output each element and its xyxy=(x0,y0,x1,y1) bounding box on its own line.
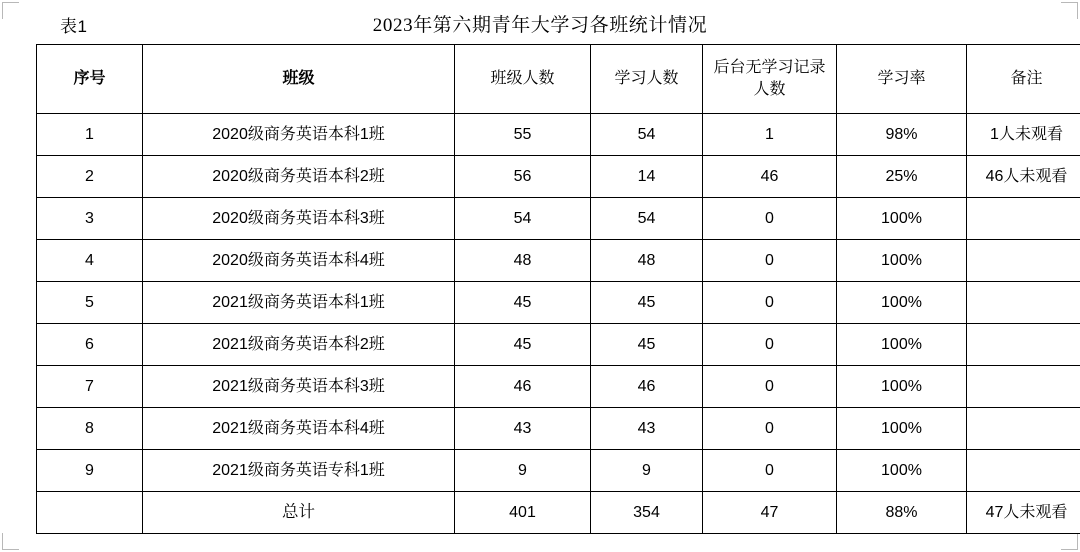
cell-seq: 5 xyxy=(37,282,143,324)
statistics-table xyxy=(36,44,1080,534)
cell-no-record-count: 46 xyxy=(703,156,837,198)
cell-seq: 7 xyxy=(37,366,143,408)
cell-class-count: 56 xyxy=(455,156,591,198)
cell-rate: 100% xyxy=(837,408,967,450)
table-row xyxy=(37,324,1080,366)
cell-seq: 9 xyxy=(37,450,143,492)
cell-class: 2021级商务英语本科1班 xyxy=(143,282,455,324)
column-header-no-record-count xyxy=(703,45,837,114)
cell-study-count: 46 xyxy=(591,366,703,408)
cell-seq xyxy=(37,492,143,534)
table-row xyxy=(37,450,1080,492)
cell-study-count: 43 xyxy=(591,408,703,450)
cell-seq: 8 xyxy=(37,408,143,450)
table-number-label: 表1 xyxy=(60,17,88,36)
cell-class: 2021级商务英语本科3班 xyxy=(143,366,455,408)
cell-class: 2021级商务英语本科2班 xyxy=(143,324,455,366)
cell-no-record-count: 1 xyxy=(703,114,837,156)
cell-study-count: 9 xyxy=(591,450,703,492)
cell-note xyxy=(967,408,1080,450)
cell-study-count: 54 xyxy=(591,198,703,240)
cell-class-count: 45 xyxy=(455,324,591,366)
cell-no-record-count: 0 xyxy=(703,408,837,450)
cell-rate: 100% xyxy=(837,240,967,282)
cell-total-class-count: 401 xyxy=(455,492,591,534)
cell-no-record-count: 0 xyxy=(703,282,837,324)
cell-class: 2020级商务英语本科1班 xyxy=(143,114,455,156)
table-header xyxy=(37,45,1080,114)
cell-note xyxy=(967,282,1080,324)
cell-seq: 4 xyxy=(37,240,143,282)
cell-rate: 100% xyxy=(837,282,967,324)
column-header-no-record-line2: 人数 xyxy=(753,81,786,98)
column-header-rate: 学习率 xyxy=(837,45,967,114)
cell-note: 1人未观看 xyxy=(967,114,1080,156)
cell-class: 2020级商务英语本科4班 xyxy=(143,240,455,282)
cell-class-count: 43 xyxy=(455,408,591,450)
table-row xyxy=(37,366,1080,408)
table-row xyxy=(37,156,1080,198)
cell-study-count: 45 xyxy=(591,324,703,366)
crop-mark-bottom-right xyxy=(1061,533,1078,550)
cell-class-count: 9 xyxy=(455,450,591,492)
cell-seq: 6 xyxy=(37,324,143,366)
cell-class-count: 55 xyxy=(455,114,591,156)
cell-rate: 98% xyxy=(837,114,967,156)
table-row xyxy=(37,282,1080,324)
cell-study-count: 48 xyxy=(591,240,703,282)
cell-no-record-count: 0 xyxy=(703,450,837,492)
cell-study-count: 14 xyxy=(591,156,703,198)
cell-class-count: 46 xyxy=(455,366,591,408)
crop-mark-bottom-left xyxy=(2,533,19,550)
cell-note xyxy=(967,240,1080,282)
table-body xyxy=(37,114,1080,534)
cell-note xyxy=(967,366,1080,408)
cell-class: 2020级商务英语本科2班 xyxy=(143,156,455,198)
cell-total-rate: 88% xyxy=(837,492,967,534)
cell-no-record-count: 0 xyxy=(703,366,837,408)
cell-class-count: 54 xyxy=(455,198,591,240)
cell-rate: 25% xyxy=(837,156,967,198)
table-caption-row xyxy=(28,0,1052,44)
cell-note: 46人未观看 xyxy=(967,156,1080,198)
cell-rate: 100% xyxy=(837,324,967,366)
cell-class: 2021级商务英语本科4班 xyxy=(143,408,455,450)
column-header-class-count: 班级人数 xyxy=(455,45,591,114)
crop-mark-top-right xyxy=(1061,2,1078,19)
cell-seq: 2 xyxy=(37,156,143,198)
column-header-class: 班级 xyxy=(143,45,455,114)
cell-class: 2020级商务英语本科3班 xyxy=(143,198,455,240)
crop-mark-top-left xyxy=(2,2,19,19)
cell-class-count: 48 xyxy=(455,240,591,282)
column-header-study-count: 学习人数 xyxy=(591,45,703,114)
document-body xyxy=(28,0,1068,534)
column-header-note: 备注 xyxy=(967,45,1080,114)
table-row xyxy=(37,198,1080,240)
table-header-row xyxy=(37,45,1080,114)
cell-no-record-count: 0 xyxy=(703,324,837,366)
cell-study-count: 54 xyxy=(591,114,703,156)
cell-no-record-count: 0 xyxy=(703,198,837,240)
cell-note xyxy=(967,198,1080,240)
cell-rate: 100% xyxy=(837,366,967,408)
table-row xyxy=(37,408,1080,450)
cell-note xyxy=(967,450,1080,492)
cell-class-count: 45 xyxy=(455,282,591,324)
table-total-row xyxy=(37,492,1080,534)
cell-rate: 100% xyxy=(837,450,967,492)
table-row xyxy=(37,240,1080,282)
cell-note xyxy=(967,324,1080,366)
page-title: 2023年第六期青年大学习各班统计情况 xyxy=(372,15,708,36)
cell-no-record-count: 0 xyxy=(703,240,837,282)
cell-total-note: 47人未观看 xyxy=(967,492,1080,534)
cell-seq: 1 xyxy=(37,114,143,156)
cell-total-label: 总计 xyxy=(143,492,455,534)
column-header-seq: 序号 xyxy=(37,45,143,114)
table-row xyxy=(37,114,1080,156)
column-header-no-record-line1: 后台无学习记录 xyxy=(713,59,826,77)
cell-rate: 100% xyxy=(837,198,967,240)
cell-total-no-record-count: 47 xyxy=(703,492,837,534)
cell-total-study-count: 354 xyxy=(591,492,703,534)
cell-seq: 3 xyxy=(37,198,143,240)
cell-study-count: 45 xyxy=(591,282,703,324)
cell-class: 2021级商务英语专科1班 xyxy=(143,450,455,492)
